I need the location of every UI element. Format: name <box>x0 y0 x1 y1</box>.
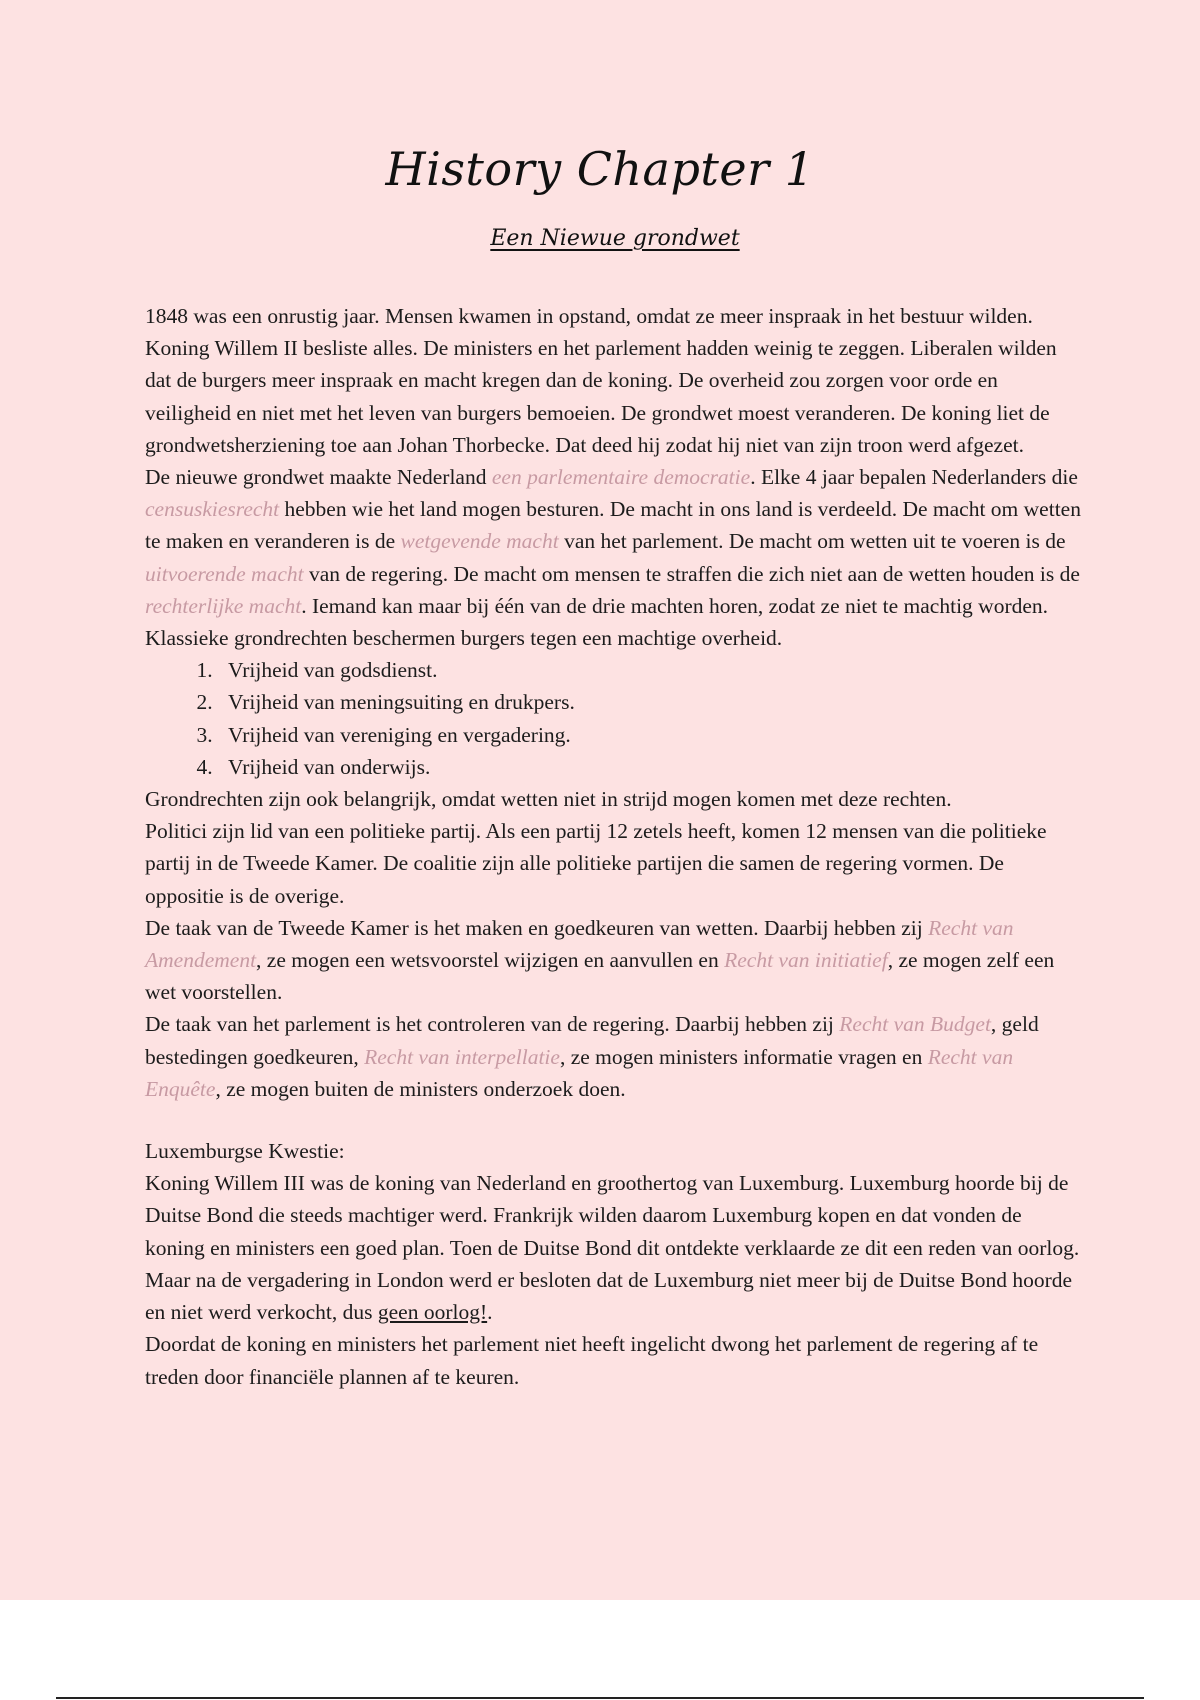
rights-list <box>145 654 1085 783</box>
term-parlementaire-democratie: een parlementaire democratie <box>491 465 751 490</box>
list-item: 3. Vrijheid van vereniging en vergadering. <box>218 719 1085 751</box>
document-subtitle <box>0 226 1200 251</box>
term-rechterlijke-macht: rechterlijke macht <box>145 593 302 618</box>
paragraph-grondrechten-belang: Grondrechten zijn ook belangrijk, omdat wetten niet in strijd mogen komen met deze rechten. <box>145 787 952 812</box>
text-run: . <box>487 1300 493 1325</box>
term-recht-van-initiatief: Recht van initiatief <box>724 948 888 973</box>
text-run: , geld bestedingen goedkeuren, <box>145 1012 1039 1069</box>
footer-divider <box>56 1697 1144 1699</box>
text-run: , ze mogen zelf een wet voorstellen. <box>145 948 1055 1005</box>
text-run: van het parlement. De macht om wetten uit te voeren is de <box>558 529 1066 554</box>
paragraph-grondrechten-intro: Klassieke grondrechten beschermen burgers tegen een machtige overheid. <box>145 626 783 651</box>
term-censuskiesrecht: censuskiesrecht <box>145 497 280 522</box>
list-item: 1. Vrijheid van godsdienst. <box>218 654 1085 686</box>
term-wetgevende-macht: wetgevende macht <box>400 529 559 554</box>
text-run: De taak van de Tweede Kamer is het maken en goedkeuren van wetten. Daarbij hebben zij <box>145 915 929 940</box>
text-run: hebben wie het land mogen besturen. De macht in ons land is verdeeld. De macht om wetten te maken en veranderen is de <box>145 497 1081 554</box>
subtitle-text: Een Niewue grondwet <box>490 226 740 251</box>
text-run: , ze mogen buiten de ministers onderzoek doen. <box>215 1076 626 1101</box>
emphasis-geen-oorlog: geen oorlog! <box>377 1300 488 1325</box>
text-run: . Iemand kan maar bij één van de drie machten horen, zodat ze niet te machtig worden. <box>301 593 1049 618</box>
term-recht-van-amendement: Recht van Amendement <box>145 915 1014 973</box>
term-uitvoerende-macht: uitvoerende macht <box>145 561 304 586</box>
text-run: De taak van het parlement is het controleren van de regering. Daarbij hebben zij <box>145 1012 840 1037</box>
paragraph-1848: 1848 was een onrustig jaar. Mensen kwamen in opstand, omdat ze meer inspraak in het bestuur wilden. Koning Willem II besliste alles. De ministers en het parlement hadden weinig te zeggen. Liberalen wilden dat de burgers meer inspraak en macht kregen dan de koning. De overheid zou zorgen voor orde en veiligheid en niet met het leven van burgers bemoeien. De grondwet moest veranderen. De koning liet de grondwetsherziening toe aan Johan Thorbecke. Dat deed hij zodat hij niet van zijn troon werd afgezet. <box>145 304 1057 457</box>
term-recht-van-enquete: Recht van Enquête <box>145 1044 1014 1101</box>
document-body <box>145 300 1085 1393</box>
text-run: De nieuwe grondwet maakte Nederland <box>145 465 492 490</box>
text-run: Koning Willem III was de koning van Nederland en groothertog van Luxemburg. Luxemburg hoorde bij de Duitse Bond die steeds machtiger werd. Frankrijk wilden daarom Luxemburg kopen en dat vonden de koning en ministers een goed plan. Toen de Duitse Bond dit ontdekte verklaarde ze dit een reden van oorlog. Maar na de vergadering in London werd er besloten dat de Luxemburg niet meer bij de Duitse Bond hoorde en niet werd verkocht, dus <box>145 1171 1080 1325</box>
term-recht-van-budget: Recht van Budget <box>839 1012 991 1037</box>
list-item: 2. Vrijheid van meningsuiting en drukpers. <box>218 686 1085 718</box>
paragraph-spacer <box>145 1105 1085 1135</box>
paragraph-parlement <box>145 1008 1085 1105</box>
term-recht-van-interpellatie: Recht van interpellatie <box>364 1044 560 1069</box>
luxembourg-heading: Luxemburgse Kwestie: <box>145 1139 345 1164</box>
text-run: . Elke 4 jaar bepalen Nederlanders die <box>750 465 1078 490</box>
paragraph-politici: Politici zijn lid van een politieke partij. Als een partij 12 zetels heeft, komen 12 mensen van die politieke partij in de Tweede Kamer. De coalitie zijn alle politieke partijen die samen de regering vormen. De oppositie is de overige. <box>145 819 1047 908</box>
paragraph-parlement-dwang: Doordat de koning en ministers het parlement niet heeft ingelicht dwong het parlement de regering af te treden door financiële plannen af te keuren. <box>145 1332 1039 1389</box>
list-item: 4. Vrijheid van onderwijs. <box>218 751 1085 783</box>
paragraph-grondwet <box>145 461 1085 622</box>
paragraph-tweede-kamer <box>145 912 1085 1009</box>
text-run: , ze mogen ministers informatie vragen en <box>559 1044 928 1069</box>
document-title: History Chapter 1 <box>385 142 815 196</box>
paragraph-luxemburg <box>145 1167 1085 1328</box>
text-run: , ze mogen een wetsvoorstel wijzigen en aanvullen en <box>256 948 725 973</box>
text-run: van de regering. De macht om mensen te straffen die zich niet aan de wetten houden is de <box>303 561 1080 586</box>
